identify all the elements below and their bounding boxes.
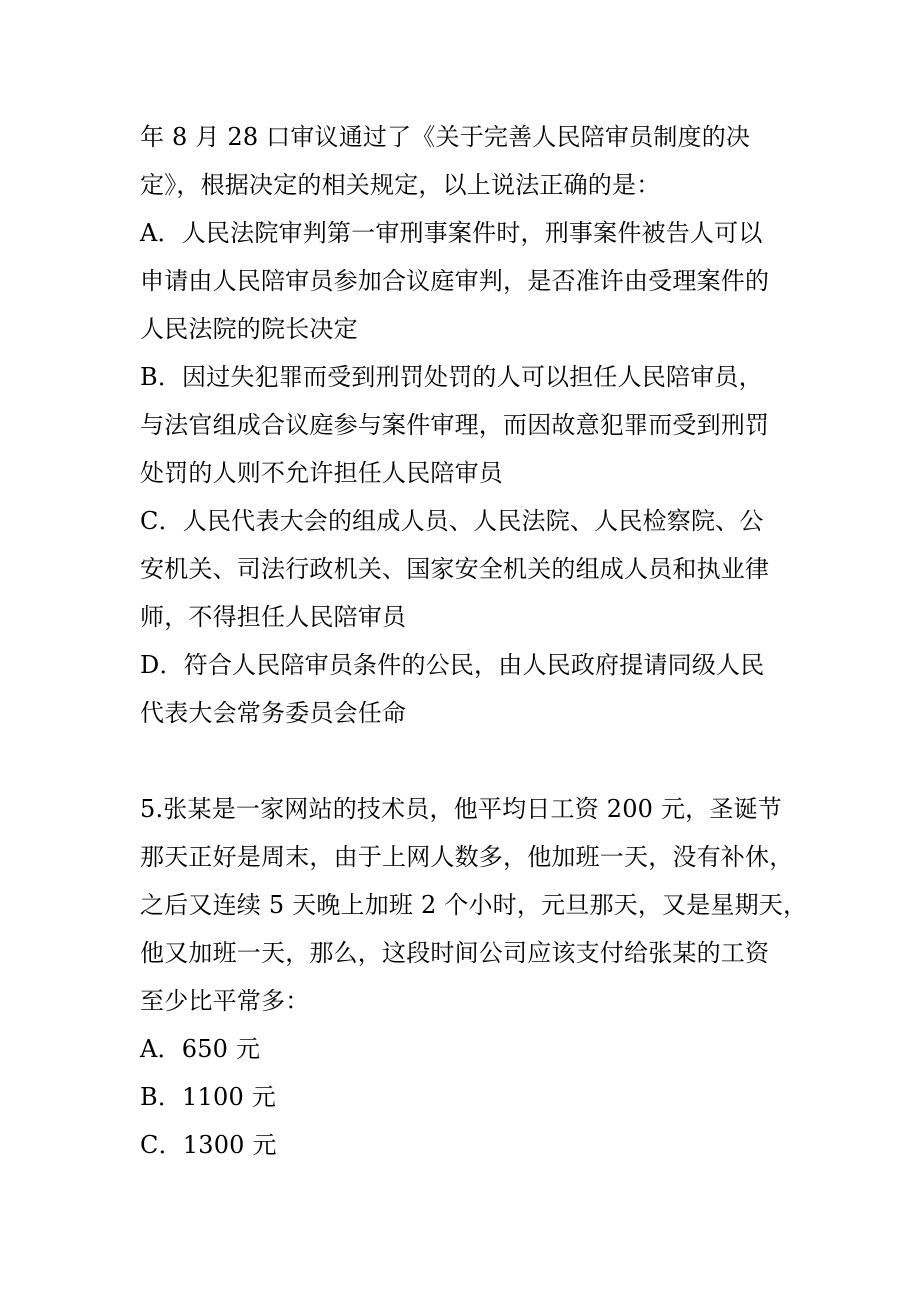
question-5-stem-line-4: 他又加班一天，那么，这段时间公司应该支付给张某的工资 [140,939,770,967]
question-5-stem-line-3: 之后又连续 5 天晚上加班 2 个小时，元旦那天，又是星期天， [140,891,808,919]
question-4-stem-line-2: 定》，根据决定的相关规定，以上说法正确的是： [140,171,661,199]
question-4-option-c-line-3: 师，不得担任人民陪审员 [140,603,407,631]
question-4-option-a-line-3: 人民法院的院长决定 [140,315,358,343]
question-4-option-c-line-2: 安机关、司法行政机关、国家安全机关的组成人员和执业律 [140,555,770,583]
question-4-option-d-line-1: D．符合人民陪审员条件的公民，由人民政府提请同级人民 [140,651,765,679]
question-5-stem-line-1: 5.张某是一家网站的技术员，他平均日工资 200 元，圣诞节 [140,795,782,823]
question-4-option-b-line-1: B．因过失犯罪而受到刑罚处罚的人可以担任人民陪审员， [140,363,763,391]
question-4-option-a-line-1: A．人民法院审判第一审刑事案件时，刑事案件被告人可以 [140,219,763,247]
question-5-option-b: B．1100 元 [140,1083,276,1111]
question-4-option-a-line-2: 申请由人民陪审员参加合议庭审判，是否准许由受理案件的 [140,267,770,295]
question-5-stem-line-5: 至少比平常多： [140,987,310,1015]
question-4-option-b-line-3: 处罚的人则不允许担任人民陪审员 [140,459,503,487]
question-5-stem-line-2: 那天正好是周末，由于上网人数多，他加班一天，没有补休， [140,843,794,871]
question-4-option-b-line-2: 与法官组成合议庭参与案件审理，而因故意犯罪而受到刑罚 [140,411,770,439]
question-5-option-c: C．1300 元 [140,1131,277,1159]
question-4-stem-line-1: 年 8 月 28 口审议通过了《关于完善人民陪审员制度的决 [140,123,751,151]
question-4-option-d-line-2: 代表大会常务委员会任命 [140,699,407,727]
question-4-option-c-line-1: C．人民代表大会的组成人员、人民法院、人民检察院、公 [140,507,764,535]
question-5-option-a: A．650 元 [140,1035,261,1063]
